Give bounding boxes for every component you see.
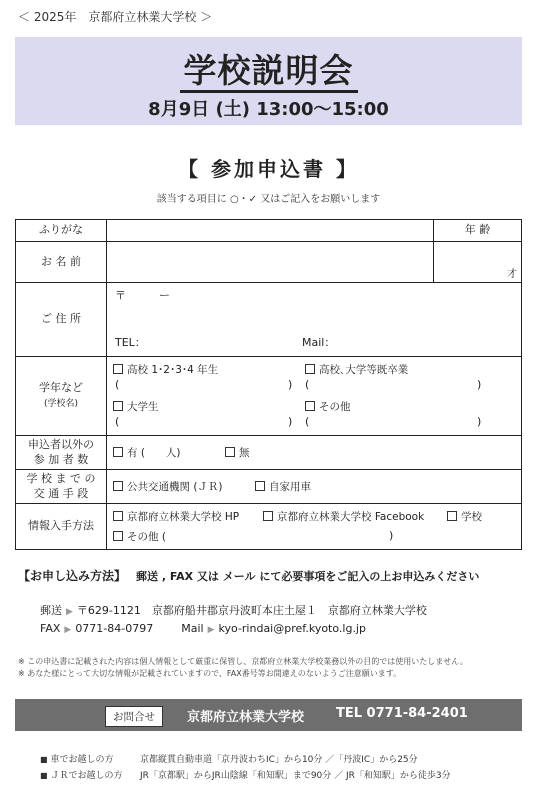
info-source-label: 情報入手方法 bbox=[16, 504, 107, 550]
checkbox-icon[interactable] bbox=[447, 511, 457, 521]
apply-method bbox=[18, 567, 479, 584]
checkbox-icon[interactable] bbox=[255, 481, 265, 491]
transport-option-car[interactable]: 自家用車 bbox=[255, 479, 311, 494]
page-title: 学校説明会 bbox=[15, 45, 522, 92]
contact-tel[interactable]: TEL 0771-84-2401 bbox=[336, 706, 468, 721]
form-instruction: 該当する項目に ○・✓ 又はご記入をお願いします bbox=[156, 194, 381, 205]
form-title: 【 参加申込書 】 bbox=[178, 157, 359, 181]
train-icon: ■ bbox=[40, 771, 48, 780]
postal-mark: 〒 ー bbox=[115, 289, 170, 302]
contact-tag: お問合せ bbox=[105, 706, 163, 727]
triangle-arrow-icon: ▶ bbox=[207, 625, 215, 635]
tel-label: TEL： bbox=[115, 336, 146, 349]
checkbox-icon[interactable] bbox=[305, 364, 315, 374]
paren-close: ) bbox=[477, 378, 482, 391]
grade-label: 学年など bbox=[39, 381, 83, 395]
checkbox-icon[interactable] bbox=[305, 401, 315, 411]
transport-option-public[interactable]: 公共交通機関 (ＪＲ) bbox=[113, 479, 223, 494]
companions-label-2: 参 加 者 数 bbox=[33, 452, 89, 466]
grade-field bbox=[107, 357, 522, 436]
postal-address-line bbox=[40, 602, 427, 618]
car-icon: ■ bbox=[40, 755, 48, 764]
checkbox-icon[interactable] bbox=[113, 447, 123, 457]
paren-close: ) bbox=[477, 415, 482, 428]
age-unit: 才 bbox=[507, 269, 517, 280]
grade-label-cell bbox=[16, 357, 107, 436]
event-date: 8月9日 (土) 13:00～15:00 bbox=[148, 99, 389, 120]
fax-email-line bbox=[40, 622, 366, 635]
email-address[interactable]: kyo-rindai@pref.kyoto.lg.jp bbox=[218, 622, 366, 635]
transport-label-cell bbox=[16, 470, 107, 504]
apply-description: 郵送 , FAX 又は メール にて必要事項をご記入の上お申込みください bbox=[136, 570, 480, 583]
grade-sub-label: (学校名) bbox=[43, 399, 79, 409]
access-car: ■ 車でお越しの方 京都縦貫自動車道「京丹波わちIC」から10分 ／「丹波IC」から25分 bbox=[40, 755, 418, 765]
info-option-other[interactable]: その他 ( bbox=[113, 529, 166, 544]
fax-caution-note: ※ あなた様にとって大切な情報が記載されていますので、FAX番号等お間違えのないようご注意願います。 bbox=[18, 669, 402, 678]
triangle-arrow-icon: ▶ bbox=[64, 625, 72, 635]
fax-label: FAX bbox=[40, 622, 61, 635]
transport-label-2: 交 通 手 段 bbox=[33, 486, 89, 500]
paren-close: ) bbox=[288, 378, 293, 391]
apply-heading: 【お申し込み方法】 bbox=[18, 569, 127, 583]
furigana-label: ふりがな bbox=[16, 220, 107, 242]
checkbox-icon[interactable] bbox=[113, 511, 123, 521]
grade-option-university[interactable]: 大学生 bbox=[113, 399, 159, 414]
furigana-field[interactable] bbox=[107, 220, 434, 242]
privacy-note: ※ この申込書に記載された内容は個人情報として厳重に保管し、京都府立林業大学校業務以外の目的では使用いたしません。 bbox=[18, 657, 468, 666]
info-option-hp[interactable]: 京都府立林業大学校 HP bbox=[113, 509, 239, 524]
grade-option-highschool[interactable]: 高校 1･2･3･4 年生 bbox=[113, 362, 218, 377]
transport-field bbox=[107, 470, 522, 504]
application-form bbox=[15, 219, 522, 550]
checkbox-icon[interactable] bbox=[113, 401, 123, 411]
paren-close: ) bbox=[389, 529, 394, 542]
companions-no-option[interactable]: 無 bbox=[225, 445, 250, 460]
checkbox-icon[interactable] bbox=[113, 481, 123, 491]
paren-open: ( bbox=[115, 415, 120, 428]
info-source-field bbox=[107, 504, 522, 550]
checkbox-icon[interactable] bbox=[225, 447, 235, 457]
mail-method-label: 郵送 bbox=[40, 604, 62, 617]
companions-label-cell bbox=[16, 436, 107, 470]
checkbox-icon[interactable] bbox=[113, 364, 123, 374]
address-label: ご 住 所 bbox=[16, 283, 107, 357]
companions-yes-option[interactable]: 有 ( 人) bbox=[113, 445, 181, 460]
paren-open: ( bbox=[305, 415, 310, 428]
contact-bar bbox=[15, 699, 522, 731]
email-label: Mail bbox=[181, 622, 204, 635]
checkbox-icon[interactable] bbox=[263, 511, 273, 521]
paren-open: ( bbox=[305, 378, 310, 391]
checkbox-icon[interactable] bbox=[113, 531, 123, 541]
name-field[interactable] bbox=[107, 242, 434, 283]
postal-address: 〒629-1121 京都府船井郡京丹波町本庄土屋１ 京都府立林業大学校 bbox=[76, 604, 427, 617]
event-banner bbox=[15, 37, 522, 125]
info-option-school[interactable]: 学校 bbox=[447, 509, 482, 524]
paren-close: ) bbox=[288, 415, 293, 428]
paren-open: ( bbox=[115, 378, 120, 391]
name-label: お 名 前 bbox=[16, 242, 107, 283]
mail-label: Mail： bbox=[302, 336, 336, 349]
event-year-school: ＜ 2025年 京都府立林業大学校 ＞ bbox=[18, 10, 213, 24]
grade-option-graduate[interactable]: 高校､大学等既卒業 bbox=[305, 362, 408, 377]
transport-label: 学 校 ま で の bbox=[26, 471, 96, 485]
companions-field bbox=[107, 436, 522, 470]
fax-number: 0771-84-0797 bbox=[75, 622, 154, 635]
contact-school-name: 京都府立林業大学校 bbox=[187, 710, 305, 725]
address-field[interactable] bbox=[107, 283, 522, 357]
access-jr: ■ ＪＲでお越しの方 JR「京都駅」からJR山陰線「和知駅」まで90分 ／ JR「和知駅」から徒歩3分 bbox=[40, 771, 451, 781]
companions-label: 申込者以外の bbox=[28, 437, 94, 451]
age-field[interactable] bbox=[434, 242, 522, 283]
age-label: 年 齢 bbox=[434, 220, 522, 242]
grade-option-other[interactable]: その他 bbox=[305, 399, 351, 414]
info-option-facebook[interactable]: 京都府立林業大学校 Facebook bbox=[263, 509, 424, 524]
triangle-arrow-icon: ▶ bbox=[66, 607, 73, 617]
